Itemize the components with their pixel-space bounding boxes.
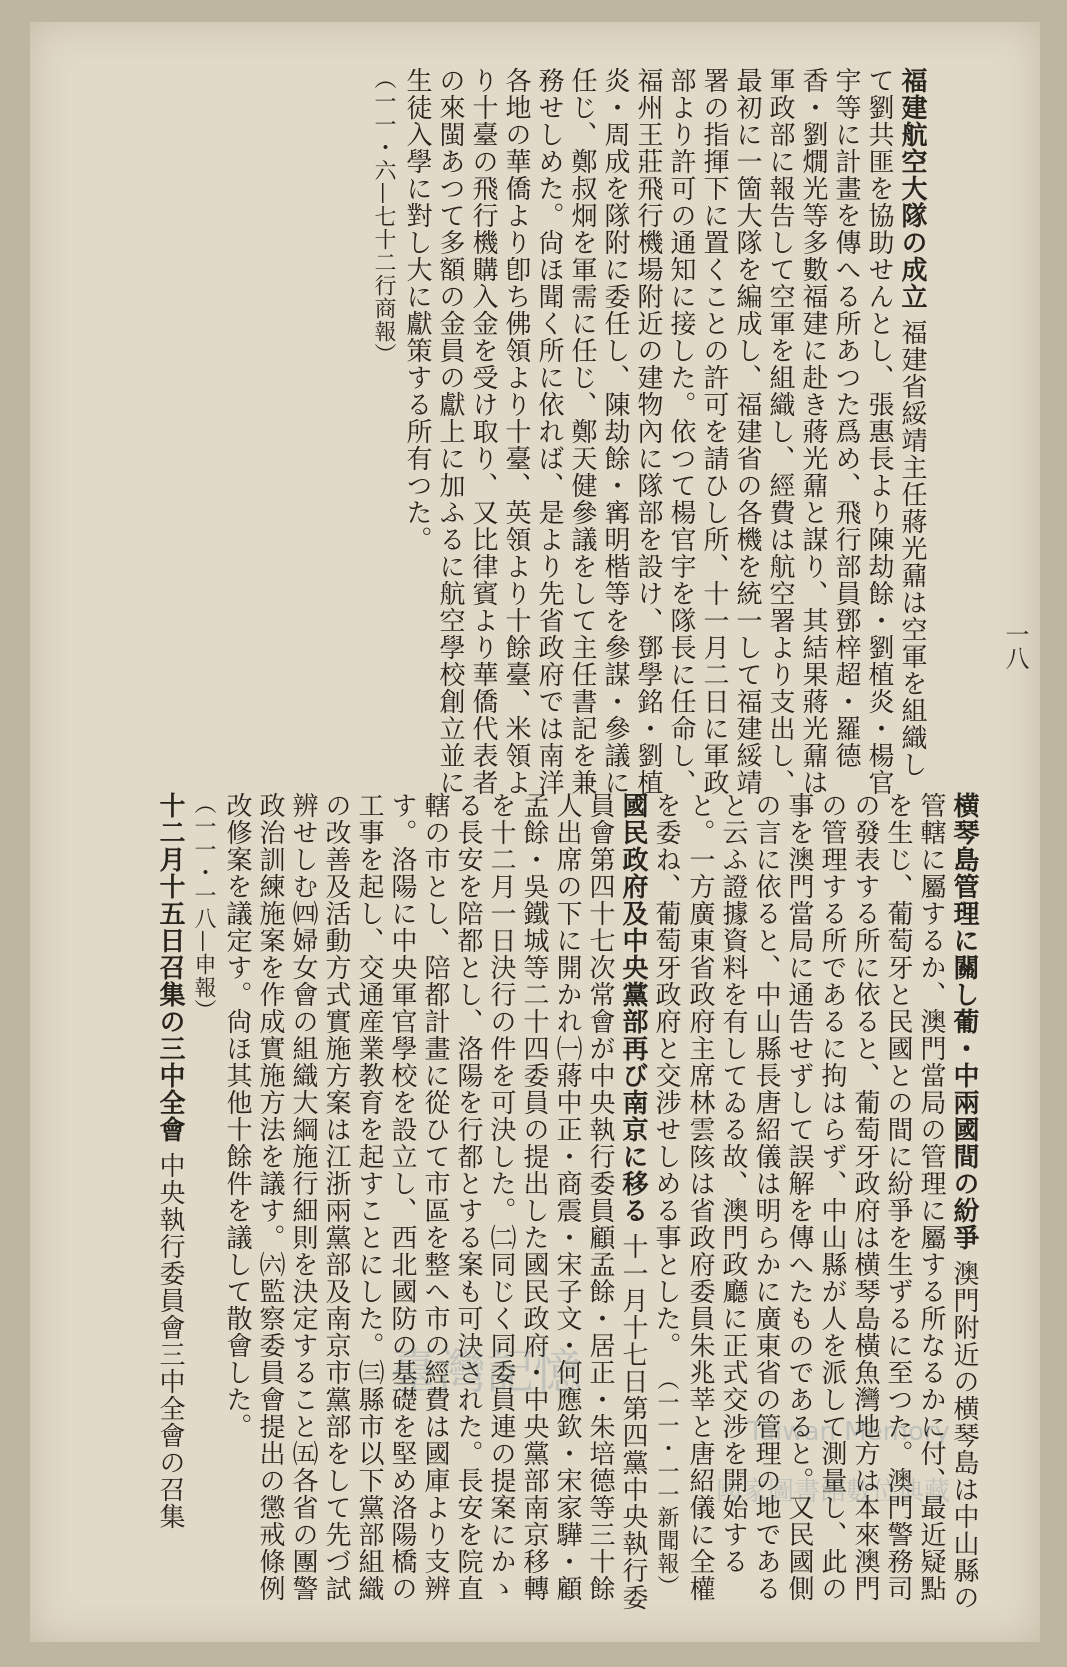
article-source: （一一・一八—申報） [191,792,216,1022]
article-body: 福建省綏靖主任蔣光鼐は空軍を組織して劉共匪を協助せんとし、張惠長より陳劫餘・劉植炎・楊官宇等に計畫を傳へる所あつた爲め、飛行部員鄧梓超・羅德香・劉燗光等多數福建に赴き蔣光鼐と謀り、其結果蔣光鼐は軍政部に報告して空軍を組織し、經費は航空署より支出し、最初に一箇大隊を編成し、福建省の各機を統一して福建綏靖署の指揮下に置くことの許可を請ひし所、十一月二日に軍政部より許可の通知に接した。依つて楊官宇を隊長に任命し、福州王莊飛行機場附近の建物內に隊部を設け、鄧學銘・劉植炎・周成を隊附に委任し、陳劫餘・寗明楷等を參謀・參議に任じ、鄭叔炯を軍需に任じ、鄭天健參議をして主任書記を兼務せしめた。尙ほ聞く所に依れば、是より先省政府では南洋各地の華僑より卽ち佛領より十臺、英領より十餘臺、米領より十臺の飛行機購入金を受け取り、又比律賓より華僑代表者の來閩あつて多額の金員の獻上に加ふるに航空學校創立並に生徒入學に對し大に獻策する所有つた。 [402,67,927,796]
article-heading: 横琴島管理に關し葡・中兩國間の紛爭 [949,792,979,1251]
document-page [30,22,1040,1642]
article-source: （一一・六—七十二行商報） [371,67,396,366]
article-body: 中央執行委員會三中全會の召集 [155,1152,185,1531]
article-heading: 國民政府及中央黨部再び南京に移る [618,792,648,1224]
library-watermark [390,1342,950,1522]
page-number: 一八 [1001,622,1029,670]
article-body: 十一月十七日第四黨中央執行委員會第四十七次常會が中央執行委員顧孟餘・居正・朱培德等三十餘人出席の下に開かれ㈠蔣中正・商震・宋子文・何應欽・宋家驊・顧孟餘・吳鐵城等二十四委員の提出した國民政府・中央黨部南京移轉を十二月一日決行の件を可決した。㈡同じく同委員連の提案にかゝる長安を陪都とし、洛陽を行都とする案も可決された。長安を院直轄の市とし、陪都計畫に從ひて市區を整へ市の經費は國庫より支辨す。洛陽に中央軍官學校を設立し、西北國防の基礎を堅め洛陽橋の工事を起し、交通産業教育を起すことにした。㈢縣市以下黨部組織の改善及活動方式實施方案は江浙兩黨部及南京市黨部をして先づ試辨せしむ㈣婦女會の組織大綱施行細則を決定すること㈤各省の團警政治訓練施案を作成實施方法を議す。㈥監察委員會提出の懲戒條例改修案を議定す。尙ほ其他十餘件を議して散會した。 [222,792,648,1612]
article-body: 澳門附近の横琴島は中山縣の管轄に屬するか、澳門當局の管理に屬する所なるかに付、最近疑點を生じ、葡萄牙と民國との間に紛爭を生ずるに至つた。澳門警務司の發表する所に依ると、葡萄牙政府は横琴島橫魚灣地方は本來澳門の管理する所であるに拘はらず、中山縣が人を派して測量し、此の事を澳門當局に通告せずして誤解を傳へたものであると。又民國側の言に依ると、中山縣長唐紹儀は明らかに廣東省の管理の地であると云ふ證據資料を有してゐる故、澳門政廳に正式交涉を開始すると。一方廣東省政府主席林雲陔は省政府委員朱兆莘と唐紹儀に全權を委ね、葡萄牙政府と交涉せしめる事とした。 [651,792,979,1612]
article-fujian [118,67,928,797]
watermark-latin: Taiwan Memory [747,1417,950,1447]
article-heading: 十二月十五日召集の三中全會 [155,792,185,1143]
article-hengqin-heading-col [80,67,116,797]
watermark-main: 臺灣記憶 [390,1344,583,1400]
article-source: （一一・一一新聞報） [654,1368,679,1599]
watermark-sub: 國家圖書館數位典藏 [715,1477,950,1507]
article-heading: 福建航空大隊の成立 [897,67,927,310]
